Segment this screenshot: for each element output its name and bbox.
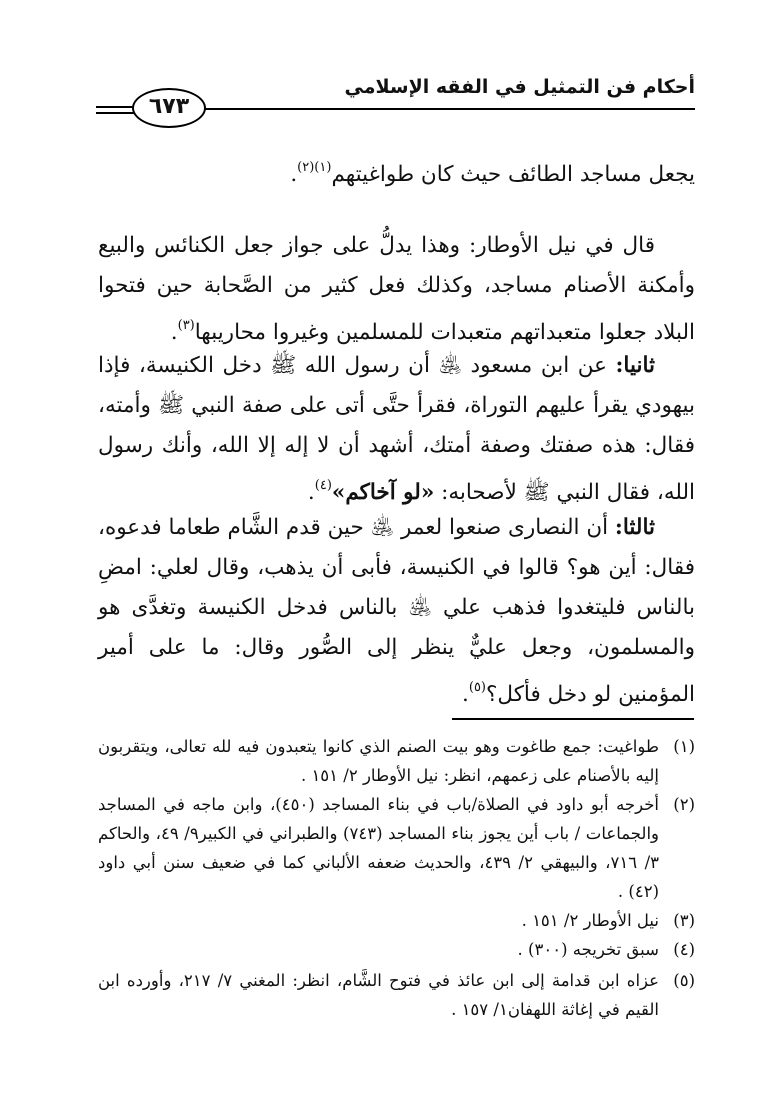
p4-end: . — [462, 682, 469, 707]
footnote-2-text: أخرجه أبو داود في الصلاة/باب في بناء المساجد (٤٥٠)، وابن ماجه في المساجد والجماعات / باب أين يجوز بناء المساجد (٧٤٣) والطبراني في الكبير٩/ ٤٩، والحاكم ٣/ ٧١٦، والبيهقي ٢/ ٤٣٩، والحديث ضعفه الألباني كما في ضعيف سنن أبي داود (٤٢) . — [98, 795, 660, 901]
footnote-4 — [98, 935, 695, 964]
p3-end: . — [307, 480, 315, 505]
paragraph-4 — [98, 508, 695, 715]
header-rule-left-2 — [96, 112, 138, 114]
footnote-5-number: (٥) — [673, 971, 695, 990]
p3-label: ثانيا: — [615, 353, 655, 378]
p2-text: قال في نيل الأوطار: وهذا يدلُّ على جواز جعل الكنائس والبيع وأمكنة الأصنام مساجد، وكذلك فعل كثير من الصَّحابة حين فتحوا البلاد جعلوا متعبداتهم متعبدات للمسلمين وغيروا محاريبها — [98, 233, 695, 345]
footnote-4-number: (٤) — [673, 940, 695, 959]
footnote-4-text: سبق تخريجه (٣٠٠) . — [517, 940, 659, 959]
footnote-2-number: (٢) — [673, 795, 695, 814]
p4-footnote-ref[interactable]: (٥) — [468, 680, 486, 695]
p1-footnote-ref[interactable]: (١)(٢) — [297, 160, 332, 175]
header-rule — [200, 108, 695, 110]
footnote-3 — [98, 906, 695, 935]
p3-text: عن ابن مسعود ﵁ أن رسول الله ﷺ دخل الكنيسة، فإذا بيهودي يقرأ عليهم التوراة، فقرأ حتَّى أتى على صفة النبي ﷺ وأمته، فقال: هذه صفتك وصفة أمتك، أشهد أن لا إله إلا الله، وأنك رسول الله، فقال النبي ﷺ لأصحابه: — [98, 353, 695, 505]
footnote-1 — [98, 732, 695, 790]
paragraph-3 — [98, 346, 695, 513]
p1-end: . — [290, 162, 298, 187]
p1-text: يجعل مساجد الطائف حيث كان طواغيتهم — [331, 162, 695, 187]
paragraph-2 — [98, 226, 695, 353]
footnote-1-number: (١) — [673, 737, 695, 756]
footnote-separator — [452, 718, 694, 720]
p2-footnote-ref[interactable]: (٣) — [177, 318, 195, 333]
footnote-2 — [98, 790, 695, 906]
footnote-1-text: طواغيت: جمع طاغوت وهو بيت الصنم الذي كانوا يتعبدون فيه لله تعالى، ويتقربون إليه بالأصنام على زعمهم، انظر: نيل الأوطار ٢/ ١٥١ . — [98, 737, 659, 785]
p3-quote: «لو آخاكم» — [331, 480, 435, 505]
page-number-badge: ٦٧٣ — [132, 88, 206, 128]
p2-end: . — [170, 320, 178, 345]
p4-text: أن النصارى صنعوا لعمر ﵁ حين قدم الشَّام طعاما فدعوه، فقال: أين هو؟ قالوا في الكنيسة، فأبى أن يذهب، وقال لعلي: امضِ بالناس فليتغدوا فذهب علي ﵁ بالناس فدخل الكنيسة وتغدَّى هو والمسلمون، وجعل عليٌّ ينظر إلى الصُّور وقال: ما على أمير المؤمنين لو دخل فأكل؟ — [98, 515, 695, 707]
p4-label: ثالثا: — [614, 515, 655, 540]
p3-footnote-ref[interactable]: (٤) — [314, 478, 332, 493]
footnote-3-number: (٣) — [673, 911, 695, 930]
footnote-5-text: عزاه ابن قدامة إلى ابن عائذ في فتوح الشَّام، انظر: المغني ٧/ ٢١٧، وأورده ابن القيم في إغاثة اللهفان١/ ١٥٧ . — [98, 971, 659, 1019]
paragraph-1 — [98, 148, 695, 195]
footnote-5 — [98, 966, 695, 1024]
running-header-title: أحكام فن التمثيل في الفقه الإسلامي — [344, 76, 695, 98]
footnote-3-text: نيل الأوطار ٢/ ١٥١ . — [521, 911, 659, 930]
